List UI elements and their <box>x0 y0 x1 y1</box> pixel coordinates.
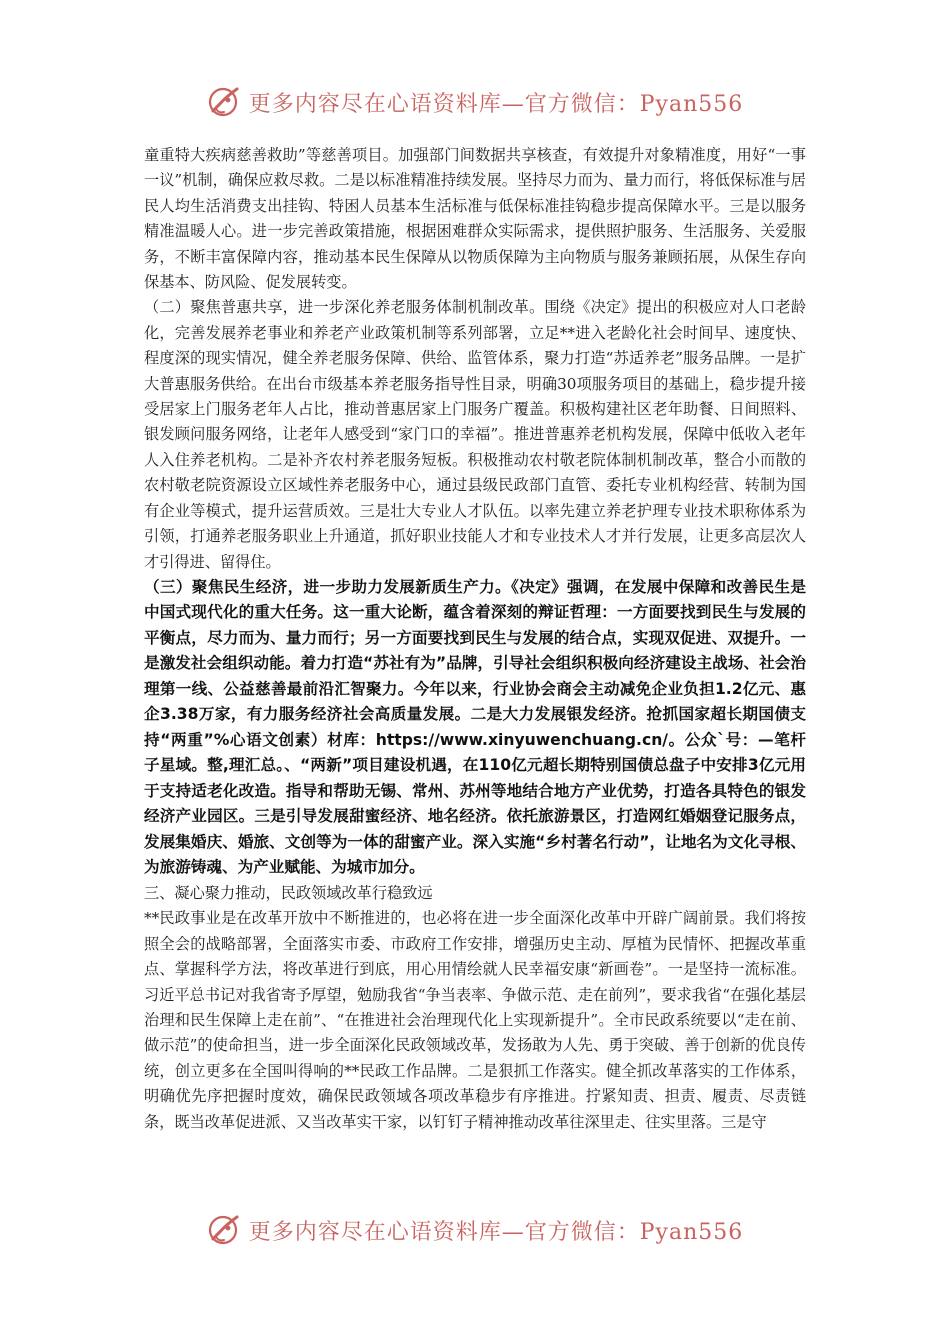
brush-logo-icon <box>207 85 241 119</box>
header-watermark-text: 更多内容尽在心语资料库—官方微信：Pyan556 <box>248 91 744 117</box>
paragraph-3: （三）聚焦民生经济，进一步助力发展新质生产力。《决定》强调，在发展中保障和改善民生是中国式现代化的重大任务。这一重大论断，蕴含着深刻的辩证哲理：一方面要找到民生与发展的平衡点，尽力而为、量力而行；另一方面要找到民生与发展的结合点，实现双促进、双提升。一是激发社会组织动能。着力打造“苏社有为”品牌，引导社会组织积极向经济建设主战场、社会治理第一线、公益慈善最前沿汇智聚力。今年以来，行业协会商会主动减免企业负担1.2亿元、惠企3.38万家，有力服务经济社会高质量发展。二是大力发展银发经济。抢抓国家超长期国债支持“两重”%心语文创素）材库：https://www.xinyuwenchuang.cn/。公众`号：—笔杆子星域。整,理汇总。、“两新”项目建设机遇，在110亿元超长期特别国债总盘子中安排3亿元用于支持适老化改造。指导和帮助无锡、常州、苏州等地结合地方产业优势，打造各具特色的银发经济产业园区。三是引导发展甜蜜经济、地名经济。依托旅游景区，打造网红婚姻登记服务点，发展集婚庆、婚旅、文创等为一体的甜蜜产业。深入实施“乡村著名行动”，让地名为文化寻根、为旅游铸魂、为产业赋能、为城市加分。 <box>144 577 806 877</box>
paragraph-4: **民政事业是在改革开放中不断推进的，也必将在进一步全面深化改革中开辟广阔前景。我们将按照全会的战略部署，全面落实市委、市政府工作安排，增强历史主动、厚植为民情怀、把握改革重点、掌握科学方法，将改革进行到底，用心用情绘就人民幸福安康“新画卷”。一是坚持一流标准。习近平总书记对我省寄予厚望，勉励我省“争当表率、争做示范、走在前列”，要求我省“在强化基层治理和民生保障上走在前”、“在推进社会治理现代化上实现新提升”。全市民政系统要以“走在前、做示范”的使命担当，进一步全面深化民政领域改革，发扬敢为人先、勇于突破、善于创新的优良传统，创立更多在全国叫得响的**民政工作品牌。二是狠抓工作落实。健全抓改革落实的工作体系，明确优先序把握时度效，确保民政领域各项改革稳步有序推进。拧紧知责、担责、履责、尽责链条，既当改革促进派、又当改革实干家，以钉钉子精神推动改革往深里走、往实里落。三是守 <box>144 909 806 1131</box>
footer-watermark-text: 更多内容尽在心语资料库—官方微信：Pyan556 <box>248 1219 744 1245</box>
document-body <box>144 143 806 1135</box>
brush-logo-icon <box>207 1213 241 1247</box>
section-heading-3: 三、凝心聚力推动，民政领域改革行稳致远 <box>144 883 433 902</box>
header-watermark <box>0 80 950 124</box>
paragraph-2: （二）聚焦普惠共享，进一步深化养老服务体制机制改革。围绕《决定》提出的积极应对人口老龄化，完善发展养老事业和养老产业政策机制等系列部署，立足**进入老龄化社会时间早、速度快、程度深的现实情况，健全养老服务保障、供给、监管体系，聚力打造“苏适养老”服务品牌。一是扩大普惠服务供给。在出台市级基本养老服务指导性目录，明确30项服务项目的基础上，稳步提升接受居家上门服务老年人占比，推动普惠居家上门服务广覆盖。积极构建社区老年助餐、日间照料、银发顾问服务网络，让老年人感受到“家门口的幸福”。推进普惠养老机构发展，保障中低收入老年人入住养老机构。二是补齐农村养老服务短板。积极推动农村敬老院体制机制改革，整合小而散的农村敬老院资源设立区域性养老服务中心，通过县级民政部门直管、委托专业机构经营、转制为国有企业等模式，提升运营质效。三是壮大专业人才队伍。以率先建立养老护理专业技术职称体系为引领，打通养老服务职业上升通道，抓好职业技能人才和专业技术人才并行发展，让更多高层次人才引得进、留得住。 <box>144 298 806 571</box>
footer-watermark <box>0 1208 950 1252</box>
paragraph-1: 童重特大疾病慈善救助”等慈善项目。加强部门间数据共享核查，有效提升对象精准度，用好“一事一议”机制，确保应救尽救。二是以标准精准持续发展。坚持尽力而为、量力而行，将低保标准与居民人均生活消费支出挂钩、特困人员基本生活标准与低保标准挂钩稳步提高保障水平。三是以服务精准温暖人心。进一步完善政策措施，根据困难群众实际需求，提供照护服务、生活服务、关爱服务，不断丰富保障内容，推动基本民生保障从以物质保障为主向物质与服务兼顾拓展，从保生存向保基本、防风险、促发展转变。 <box>144 146 806 292</box>
